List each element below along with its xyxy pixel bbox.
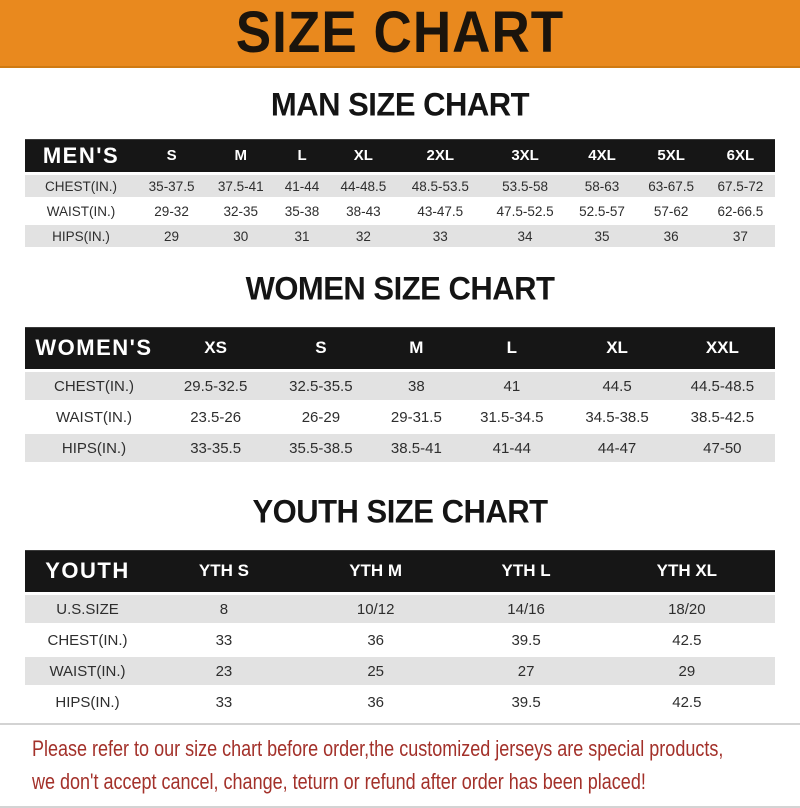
youth-waist-in-value-yth-l: 27 — [453, 657, 598, 685]
men-column-s: S — [137, 139, 206, 172]
youth-row-chest-in — [25, 626, 775, 654]
women-hips-in-value-xs: 33-35.5 — [163, 434, 268, 462]
women-row-chest-in — [25, 372, 775, 400]
men-row-label-waist-in: WAIST(IN.) — [25, 200, 137, 222]
youth-column-yth-s: YTH S — [150, 550, 298, 592]
men-hips-in-value-4xl: 35 — [567, 225, 636, 247]
youth-u-s-size-value-yth-xl: 18/20 — [599, 595, 775, 623]
women-row-waist-in — [25, 403, 775, 431]
women-chest-in-value-xl: 44.5 — [564, 372, 669, 400]
men-waist-in-value-m: 32-35 — [206, 200, 275, 222]
men-chest-in-value-l: 41-44 — [275, 175, 329, 197]
women-chest-in-value-xs: 29.5-32.5 — [163, 372, 268, 400]
youth-row-label-u-s-size: U.S.SIZE — [25, 595, 150, 623]
youth-row-label-chest-in: CHEST(IN.) — [25, 626, 150, 654]
women-column-xl: XL — [564, 327, 669, 369]
men-waist-in-value-3xl: 47.5-52.5 — [483, 200, 568, 222]
youth-chest-in-value-yth-l: 39.5 — [453, 626, 598, 654]
men-chest-in-value-m: 37.5-41 — [206, 175, 275, 197]
women-table-head — [25, 327, 775, 369]
size-chart-sections — [0, 88, 800, 719]
women-waist-in-value-xs: 23.5-26 — [163, 403, 268, 431]
women-chest-in-value-xxl: 44.5-48.5 — [670, 372, 775, 400]
youth-column-yth-m: YTH M — [298, 550, 454, 592]
youth-section-heading: YOUTH SIZE CHART — [252, 493, 548, 530]
youth-row-u-s-size — [25, 595, 775, 623]
youth-chest-in-value-yth-xl: 42.5 — [599, 626, 775, 654]
women-waist-in-value-m: 29-31.5 — [374, 403, 460, 431]
men-column-6xl: 6XL — [706, 139, 775, 172]
men-size-section — [0, 88, 800, 250]
women-table-body — [25, 372, 775, 462]
youth-row-waist-in — [25, 657, 775, 685]
youth-table-body — [25, 595, 775, 716]
women-column-m: M — [374, 327, 460, 369]
men-header-row — [25, 139, 775, 172]
men-column-3xl: 3XL — [483, 139, 568, 172]
men-waist-in-value-2xl: 43-47.5 — [398, 200, 483, 222]
notice-line-2: we don't accept cancel, change, teturn or refund after order has been placed! — [32, 769, 646, 794]
women-column-s: S — [268, 327, 373, 369]
men-column-xl: XL — [329, 139, 398, 172]
banner-title: SIZE CHART — [235, 0, 565, 66]
women-hips-in-value-xxl: 47-50 — [670, 434, 775, 462]
youth-column-yth-xl: YTH XL — [599, 550, 775, 592]
men-chest-in-value-xl: 44-48.5 — [329, 175, 398, 197]
order-notice — [0, 725, 800, 802]
men-hips-in-value-l: 31 — [275, 225, 329, 247]
youth-waist-in-value-yth-xl: 29 — [599, 657, 775, 685]
women-corner-label: WOMEN'S — [25, 327, 163, 369]
youth-size-section — [0, 495, 800, 719]
men-column-2xl: 2XL — [398, 139, 483, 172]
men-waist-in-value-6xl: 62-66.5 — [706, 200, 775, 222]
women-header-row — [25, 327, 775, 369]
youth-chest-in-value-yth-m: 36 — [298, 626, 454, 654]
women-column-l: L — [459, 327, 564, 369]
women-waist-in-value-l: 31.5-34.5 — [459, 403, 564, 431]
men-hips-in-value-2xl: 33 — [398, 225, 483, 247]
men-corner-label: MEN'S — [25, 139, 137, 172]
youth-u-s-size-value-yth-m: 10/12 — [298, 595, 454, 623]
women-hips-in-value-m: 38.5-41 — [374, 434, 460, 462]
women-column-xs: XS — [163, 327, 268, 369]
men-chest-in-value-3xl: 53.5-58 — [483, 175, 568, 197]
women-hips-in-value-s: 35.5-38.5 — [268, 434, 373, 462]
men-waist-in-value-l: 35-38 — [275, 200, 329, 222]
women-chest-in-value-l: 41 — [459, 372, 564, 400]
men-chest-in-value-s: 35-37.5 — [137, 175, 206, 197]
men-hips-in-value-3xl: 34 — [483, 225, 568, 247]
women-size-table — [25, 324, 775, 465]
women-column-xxl: XXL — [670, 327, 775, 369]
men-table-body — [25, 175, 775, 247]
men-hips-in-value-m: 30 — [206, 225, 275, 247]
men-chest-in-value-6xl: 67.5-72 — [706, 175, 775, 197]
women-chest-in-value-s: 32.5-35.5 — [268, 372, 373, 400]
youth-hips-in-value-yth-xl: 42.5 — [599, 688, 775, 716]
youth-header-row — [25, 550, 775, 592]
women-row-hips-in — [25, 434, 775, 462]
men-size-table — [25, 136, 775, 250]
youth-row-label-waist-in: WAIST(IN.) — [25, 657, 150, 685]
youth-size-table — [25, 547, 775, 719]
women-hips-in-value-l: 41-44 — [459, 434, 564, 462]
men-row-waist-in — [25, 200, 775, 222]
men-row-hips-in — [25, 225, 775, 247]
men-hips-in-value-xl: 32 — [329, 225, 398, 247]
men-row-label-hips-in: HIPS(IN.) — [25, 225, 137, 247]
men-waist-in-value-4xl: 52.5-57 — [567, 200, 636, 222]
youth-row-hips-in — [25, 688, 775, 716]
men-chest-in-value-2xl: 48.5-53.5 — [398, 175, 483, 197]
men-waist-in-value-5xl: 57-62 — [637, 200, 706, 222]
men-hips-in-value-5xl: 36 — [637, 225, 706, 247]
men-hips-in-value-s: 29 — [137, 225, 206, 247]
women-waist-in-value-xxl: 38.5-42.5 — [670, 403, 775, 431]
women-section-heading: WOMEN SIZE CHART — [245, 270, 555, 307]
size-chart-banner — [0, 0, 800, 68]
men-hips-in-value-6xl: 37 — [706, 225, 775, 247]
men-section-heading: MAN SIZE CHART — [270, 86, 530, 123]
men-row-chest-in — [25, 175, 775, 197]
men-column-4xl: 4XL — [567, 139, 636, 172]
men-column-m: M — [206, 139, 275, 172]
youth-row-label-hips-in: HIPS(IN.) — [25, 688, 150, 716]
women-waist-in-value-s: 26-29 — [268, 403, 373, 431]
women-chest-in-value-m: 38 — [374, 372, 460, 400]
youth-corner-label: YOUTH — [25, 550, 150, 592]
youth-chest-in-value-yth-s: 33 — [150, 626, 298, 654]
men-waist-in-value-xl: 38-43 — [329, 200, 398, 222]
women-row-label-waist-in: WAIST(IN.) — [25, 403, 163, 431]
youth-table-head — [25, 550, 775, 592]
women-size-section — [0, 272, 800, 465]
men-chest-in-value-4xl: 58-63 — [567, 175, 636, 197]
youth-hips-in-value-yth-m: 36 — [298, 688, 454, 716]
youth-waist-in-value-yth-s: 23 — [150, 657, 298, 685]
men-chest-in-value-5xl: 63-67.5 — [637, 175, 706, 197]
youth-column-yth-l: YTH L — [453, 550, 598, 592]
men-table-head — [25, 139, 775, 172]
women-row-label-hips-in: HIPS(IN.) — [25, 434, 163, 462]
youth-waist-in-value-yth-m: 25 — [298, 657, 454, 685]
notice-line-1: Please refer to our size chart before order,the customized jerseys are special products, — [32, 736, 724, 761]
women-hips-in-value-xl: 44-47 — [564, 434, 669, 462]
men-column-l: L — [275, 139, 329, 172]
youth-u-s-size-value-yth-l: 14/16 — [453, 595, 598, 623]
youth-hips-in-value-yth-s: 33 — [150, 688, 298, 716]
men-row-label-chest-in: CHEST(IN.) — [25, 175, 137, 197]
women-row-label-chest-in: CHEST(IN.) — [25, 372, 163, 400]
men-column-5xl: 5XL — [637, 139, 706, 172]
men-waist-in-value-s: 29-32 — [137, 200, 206, 222]
youth-hips-in-value-yth-l: 39.5 — [453, 688, 598, 716]
women-waist-in-value-xl: 34.5-38.5 — [564, 403, 669, 431]
youth-u-s-size-value-yth-s: 8 — [150, 595, 298, 623]
